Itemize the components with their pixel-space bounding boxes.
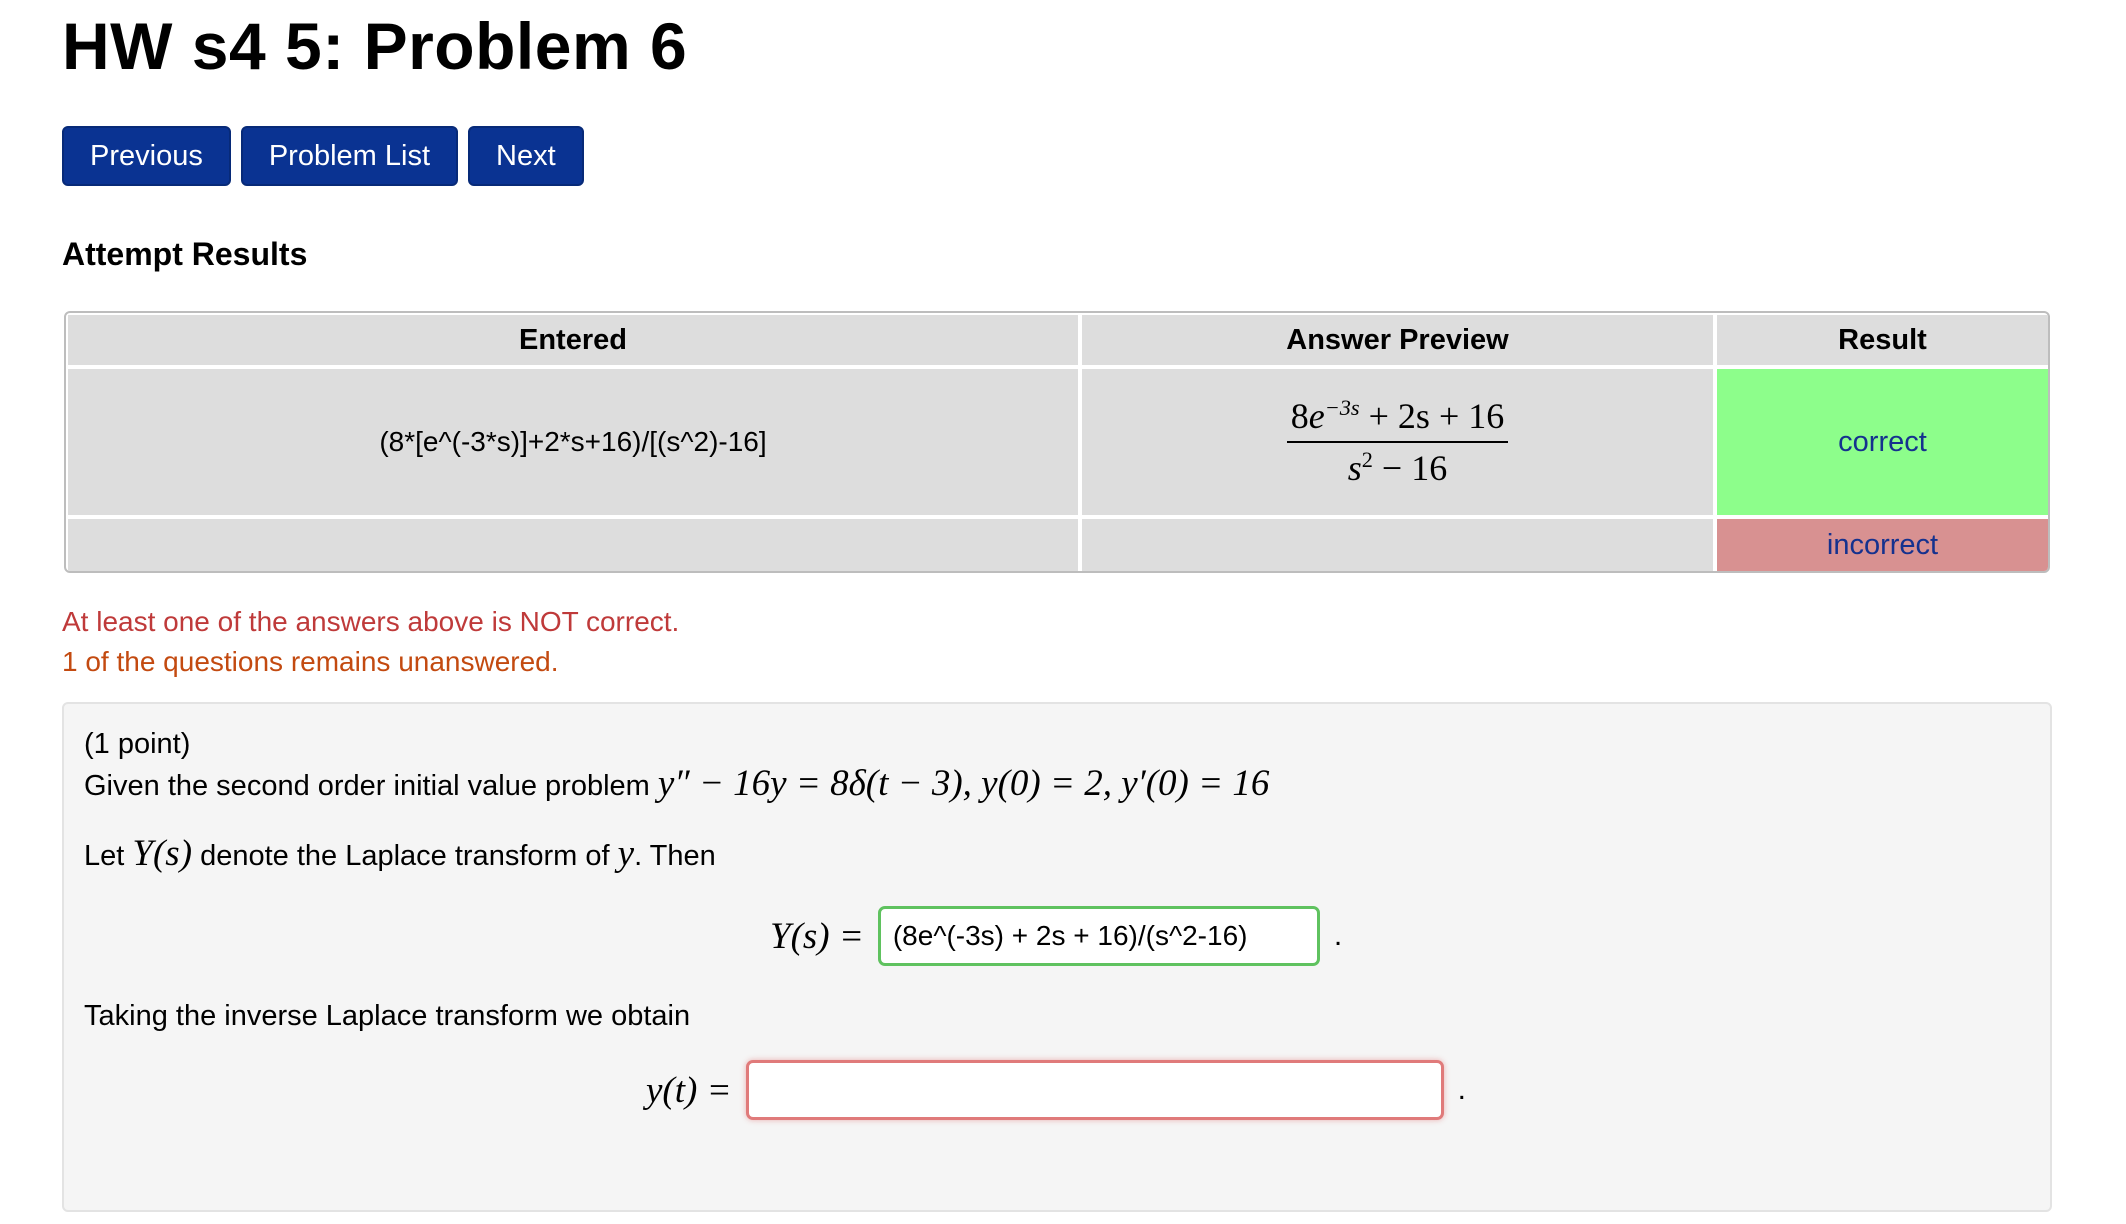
table-row-2-entered [68,519,1078,571]
attempt-results-table [64,311,2050,573]
ivp-equation: y″ − 16y = 8δ(t − 3), y(0) = 2, y′(0) = 16 [657,763,1270,804]
result-correct: correct [1717,369,2048,515]
laplace-definition [84,832,716,875]
y-lhs: y(t) = [646,1069,732,1111]
laplace-suffix: . Then [634,840,716,872]
result-incorrect: incorrect [1717,519,2048,571]
preview-denominator [1348,443,1447,489]
column-header-answer-preview: Answer Preview [1082,315,1713,365]
table-row-1-preview [1082,369,1713,515]
den-rest: − 16 [1381,448,1448,488]
table-row-2-preview [1082,519,1713,571]
Y-lhs: Y(s) = [770,915,864,957]
laplace-y-symbol: y [617,833,635,874]
problem-points: (1 point) [84,728,191,760]
num-exp: −3s [1324,395,1360,420]
Y-answer-input[interactable] [878,906,1320,966]
problem-statement [84,762,1269,805]
problem-list-button[interactable]: Problem List [241,126,458,186]
page-title: HW s4 5: Problem 6 [62,9,688,83]
den-base: s [1347,448,1362,488]
laplace-mid: denote the Laplace transform of [200,840,610,872]
y-answer-input[interactable] [746,1060,1444,1120]
preview-numerator [1287,395,1509,443]
y-answer-row [646,1060,1466,1120]
column-header-entered: Entered [68,315,1078,365]
num-coef: 8 [1290,396,1309,436]
laplace-Y-symbol: Y(s) [132,833,193,874]
num-rest: + 2s + 16 [1368,396,1505,436]
den-exp: 2 [1361,447,1373,472]
unanswered-message: 1 of the questions remains unanswered. [62,646,559,677]
Y-period: . [1333,919,1343,952]
Y-answer-row [770,906,1342,966]
table-row-1-entered [68,369,1078,515]
attempt-results-heading: Attempt Results [62,236,308,272]
laplace-prefix: Let [84,840,125,872]
entered-answer: (8*[e^(-3*s)]+2*s+16)/[(s^2)-16] [379,426,767,457]
answer-preview-fraction [1287,395,1509,489]
y-period: . [1457,1073,1466,1106]
problem-panel [62,702,2052,1212]
not-correct-message: At least one of the answers above is NOT correct. [62,606,680,637]
statement-text: Given the second order initial value problem [84,770,650,802]
next-button[interactable]: Next [468,126,584,186]
column-header-result: Result [1717,315,2048,365]
num-base: e [1308,396,1325,436]
inverse-transform-text: Taking the inverse Laplace transform we obtain [84,1000,691,1032]
previous-button[interactable]: Previous [62,126,231,186]
problem-nav [62,126,584,186]
